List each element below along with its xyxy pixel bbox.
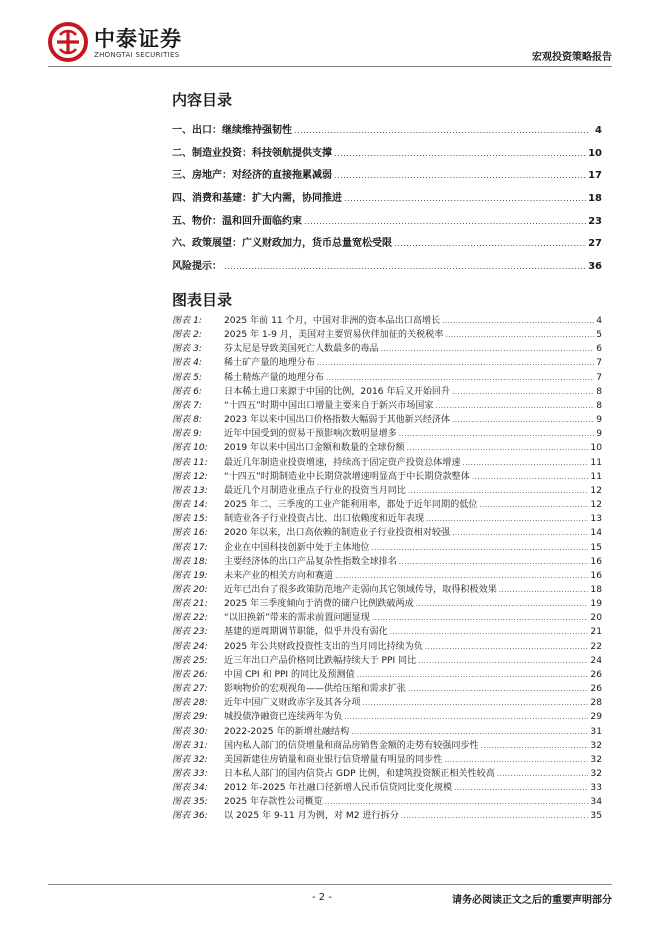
chart-entry-title: 企业在中国科技创新中处于主体地位	[224, 542, 370, 553]
chart-entry-title: 2022-2025 年的新增社融结构	[224, 726, 350, 737]
chart-entry-label: 图表 21:	[172, 599, 208, 610]
toc-entry-title: 二、制造业投资：科技领航提供支撑	[172, 147, 332, 159]
chart-entry-title: 近年中国广义财政赤字及其各分项	[224, 698, 361, 709]
chart-entry-label: 图表 7:	[172, 400, 202, 411]
chart-entry[interactable]	[172, 541, 602, 555]
chart-entry[interactable]	[172, 696, 602, 710]
chart-entry-page: 15	[590, 542, 602, 553]
report-type: 宏观投资策略报告	[532, 52, 612, 63]
chart-entry-label: 图表 13:	[172, 485, 208, 496]
toc-entry-title: 一、出口：继续维持强韧性	[172, 125, 292, 136]
toc-entry-page: 27	[588, 238, 602, 250]
chart-entry-page: 19	[590, 599, 602, 610]
chart-entry-page: 5	[596, 330, 602, 341]
toc-entry-page: 36	[588, 261, 602, 273]
chart-entry-label: 图表 20:	[172, 584, 208, 595]
chart-entry[interactable]	[172, 427, 602, 441]
chart-entry-title: 中国 CPI 和 PPI 的同比及预测值	[224, 669, 355, 680]
chart-entry-page: 10	[590, 443, 602, 454]
header-divider	[48, 66, 612, 67]
toc-entry-page: 17	[588, 170, 602, 182]
chart-entry[interactable]	[172, 456, 602, 470]
chart-entry-page: 33	[590, 783, 602, 794]
chart-entry-label: 图表 36:	[172, 811, 208, 822]
toc-entry-title: 三、房地产：对经济的直接拖累减弱	[172, 170, 332, 182]
dot-leader	[335, 569, 588, 583]
chart-entry-label: 图表 12:	[172, 471, 208, 482]
chart-entry-page: 26	[590, 684, 602, 695]
chart-entry[interactable]	[172, 725, 602, 739]
dot-leader	[452, 413, 594, 427]
chart-entry-title: 制造业各子行业投资占比、出口依赖度和近年表现	[224, 514, 425, 525]
dot-leader	[344, 194, 586, 203]
chart-entry[interactable]	[172, 625, 602, 639]
chart-entry-page: 7	[596, 358, 602, 369]
chart-entry[interactable]	[172, 498, 602, 512]
dot-leader	[444, 753, 588, 767]
toc-entry-title: 六、政策展望：广义财政加力，货币总量宽松受限	[172, 238, 392, 250]
chart-entry-title: 最近几年制造业投资增速，持续高于固定资产投资总体增速	[224, 457, 461, 468]
toc-entry-title: 风险提示：	[172, 261, 222, 273]
contents-list	[172, 121, 602, 280]
chart-entry-title: 未来产业的相关方向和赛道	[224, 570, 334, 581]
dot-leader	[362, 696, 588, 710]
dot-leader	[394, 239, 586, 248]
chart-entry[interactable]	[172, 413, 602, 427]
chart-entry-label: 图表 24:	[172, 641, 208, 652]
chart-entry[interactable]	[172, 371, 602, 385]
chart-entry-label: 图表 16:	[172, 528, 208, 539]
chart-entry-label: 图表 32:	[172, 754, 208, 765]
chart-entry[interactable]	[172, 654, 602, 668]
chart-entry[interactable]	[172, 356, 602, 370]
chart-entry-page: 20	[590, 613, 602, 624]
chart-entry-label: 图表 8:	[172, 415, 202, 426]
dot-leader	[452, 526, 588, 540]
chart-entry-page: 26	[590, 669, 602, 680]
chart-entry-title: 2020 年以来，出口高依赖的制造业子行业投资相对较强	[224, 528, 451, 539]
dot-leader	[372, 611, 589, 625]
chart-entry-label: 图表 34:	[172, 783, 208, 794]
chart-entry[interactable]	[172, 809, 602, 823]
chart-entry-page: 32	[590, 740, 602, 751]
dot-leader	[304, 217, 586, 226]
chart-entry-label: 图表 15:	[172, 514, 208, 525]
chart-entry[interactable]	[172, 583, 602, 597]
toc-entry[interactable]	[172, 144, 602, 167]
chart-entry[interactable]	[172, 710, 602, 724]
dot-leader	[408, 682, 589, 696]
chart-entry[interactable]	[172, 767, 602, 781]
chart-entry-title: “以旧换新”带来的需求前置问题显现	[224, 613, 370, 624]
chart-entry[interactable]	[172, 640, 602, 654]
dot-leader	[381, 342, 595, 356]
toc-entry-title: 五、物价：温和回升面临约束	[172, 215, 302, 227]
chart-entry-label: 图表 22:	[172, 613, 208, 624]
dot-leader	[407, 441, 589, 455]
dot-leader	[399, 555, 589, 569]
chart-entry-label: 图表 11:	[172, 457, 208, 468]
chart-entry-page: 18	[590, 584, 602, 595]
chart-entry-page: 35	[590, 811, 602, 822]
dot-leader	[436, 399, 595, 413]
chart-entry-page: 22	[590, 641, 602, 652]
chart-entry[interactable]	[172, 314, 602, 328]
chart-entry-title: 国内私人部门的信贷增量和商品房销售金额的走势有较强同步性	[224, 740, 479, 751]
dot-leader	[334, 149, 586, 158]
chart-entry-page: 29	[590, 712, 602, 723]
chart-entry[interactable]	[172, 342, 602, 356]
dot-leader	[418, 654, 588, 668]
dot-leader	[426, 512, 588, 526]
chart-entry-title: 2025 年二、三季度的工业产能利用率，都处于近年同期的低位	[224, 500, 478, 511]
chart-entry-title: 城投债净融资已连续两年为负	[224, 712, 343, 723]
dot-leader	[425, 640, 589, 654]
company-logo	[48, 22, 248, 68]
chart-entry-label: 图表 3:	[172, 344, 202, 355]
chart-entry-title: 主要经济体的出口产品复杂性指数全球排名	[224, 556, 397, 567]
chart-entry-label: 图表 19:	[172, 570, 208, 581]
toc-entry-title: 四、消费和基建：扩大内需，协同推进	[172, 193, 342, 205]
chart-entry-title: 近年中国受到的贸易干预影响次数明显增多	[224, 429, 397, 440]
chart-entry-title: 2012 年-2025 年社融口径新增人民币信贷同比变化规模	[224, 783, 453, 794]
logo-en-text: ZHONGTAI SECURITIES	[94, 51, 180, 59]
dot-leader	[325, 795, 589, 809]
chart-entry-page: 12	[590, 485, 602, 496]
dot-leader	[401, 809, 589, 823]
chart-entry-title: 2023 年以来中国出口价格指数大幅弱于其他新兴经济体	[224, 415, 451, 426]
chart-entry-title: 芬太尼是导致美国死亡人数最多的毒品	[224, 344, 379, 355]
chart-entry-title: 稀土矿产量的地理分布	[224, 358, 315, 369]
chart-entry[interactable]	[172, 753, 602, 767]
chart-entry-page: 16	[590, 570, 602, 581]
dot-leader	[399, 427, 594, 441]
chart-entry-label: 图表 27:	[172, 684, 208, 695]
dot-leader	[344, 710, 588, 724]
chart-entry-page: 28	[590, 698, 602, 709]
logo-cn-text: 中泰证券	[94, 27, 182, 51]
chart-entry-label: 图表 9:	[172, 429, 202, 440]
dot-leader	[408, 484, 589, 498]
chart-entry-page: 32	[590, 769, 602, 779]
dot-leader	[224, 262, 586, 271]
page-number: - 2 -	[312, 892, 332, 903]
dot-leader	[416, 597, 589, 611]
chart-entry-title: 稀土精炼产量的地理分布	[224, 372, 325, 383]
chart-entry[interactable]	[172, 470, 602, 484]
dot-leader	[334, 171, 586, 180]
chart-entry-page: 34	[590, 797, 602, 808]
chart-entry-title: 日本稀土进口来源于中国的比例，2016 年后又开始回升	[224, 386, 451, 397]
chart-entry[interactable]	[172, 569, 602, 583]
chart-entry-label: 图表 30:	[172, 726, 208, 737]
chart-entry-page: 32	[590, 754, 602, 765]
chart-entry[interactable]	[172, 739, 602, 753]
dot-leader	[481, 739, 589, 753]
chart-entry-title: 以 2025 年 9-11 月为例，对 M2 进行拆分	[224, 811, 399, 822]
chart-entry[interactable]	[172, 611, 602, 625]
chart-entry-label: 图表 23:	[172, 627, 208, 638]
chart-entry[interactable]	[172, 484, 602, 498]
chart-entry-label: 图表 10:	[172, 443, 208, 454]
footer-disclaimer: 请务必阅读正文之后的重要声明部分	[452, 895, 612, 906]
chart-entry-label: 图表 2:	[172, 330, 202, 341]
chart-entry[interactable]	[172, 512, 602, 526]
chart-entry-label: 图表 35:	[172, 797, 208, 808]
toc-entry[interactable]	[172, 212, 602, 235]
chart-entry-page: 4	[596, 316, 602, 326]
chart-entry[interactable]	[172, 668, 602, 682]
chart-entry-page: 11	[590, 471, 602, 482]
chart-entry-page: 8	[596, 386, 602, 397]
dot-leader	[390, 625, 589, 639]
footer-divider	[48, 884, 612, 885]
chart-entry[interactable]	[172, 795, 602, 809]
toc-entry-page: 4	[595, 125, 602, 136]
chart-entry-title: “十四五”时期制造业中长期贷款增速明显高于中长期贷款整体	[224, 471, 470, 482]
dot-leader	[372, 541, 589, 555]
chart-entry-label: 图表 26:	[172, 669, 208, 680]
chart-entry-label: 图表 18:	[172, 556, 208, 567]
chart-entry[interactable]	[172, 399, 602, 413]
chart-entry-title: 2025 年公共财政投资性支出的当月同比持续为负	[224, 641, 423, 652]
chart-entry-page: 14	[590, 528, 602, 539]
toc-entry[interactable]	[172, 189, 602, 212]
chart-entry-title: 近年已出台了很多政策防范地产走弱向其它领域传导，取得积极效果	[224, 584, 497, 595]
chart-entry-page: 16	[590, 556, 602, 567]
chart-entry-label: 图表 28:	[172, 698, 208, 709]
chart-entry[interactable]	[172, 526, 602, 540]
chart-entry[interactable]	[172, 385, 602, 399]
zhongtai-logo-icon	[48, 22, 88, 62]
chart-entry-page: 8	[596, 400, 602, 411]
chart-entry[interactable]	[172, 328, 602, 342]
chart-entry-page: 9	[596, 415, 602, 426]
chart-entry[interactable]	[172, 781, 602, 795]
contents-title: 内容目录	[172, 91, 233, 109]
dot-leader	[445, 328, 594, 342]
chart-entry-label: 图表 33:	[172, 769, 208, 779]
chart-entry-label: 图表 25:	[172, 655, 208, 666]
chart-entry[interactable]	[172, 555, 602, 569]
chart-entry-page: 9	[596, 429, 602, 440]
chart-entry-label: 图表 29:	[172, 712, 208, 723]
chart-entry-title: 2025 年存款性公司概览	[224, 797, 323, 808]
chart-entry-label: 图表 4:	[172, 358, 202, 369]
page-header	[0, 0, 662, 80]
chart-entry-page: 12	[590, 500, 602, 511]
chart-entry-title: 2025 年三季度倾向于消费的储户比例跌破两成	[224, 599, 414, 610]
chart-entry[interactable]	[172, 441, 602, 455]
charts-title: 图表目录	[172, 291, 233, 309]
toc-entry[interactable]	[172, 234, 602, 257]
toc-entry-page: 23	[588, 215, 602, 227]
dot-leader	[479, 498, 588, 512]
chart-entry-page: 11	[590, 457, 602, 468]
chart-entry-page: 24	[590, 655, 602, 666]
chart-entry-title: 近三年出口产品价格同比跌幅持续大于 PPI 同比	[224, 655, 417, 666]
chart-entry-title: “十四五”时期中国出口增量主要来自于新兴市场国家	[224, 400, 434, 411]
chart-entry-page: 13	[590, 514, 602, 525]
chart-entry-title: 美国新建住房销量和商业银行信贷增量有明显的同步性	[224, 754, 443, 765]
chart-entry-title: 日本私人部门的国内信贷占 GDP 比例，和建筑投资额正相关性较高	[224, 769, 495, 779]
chart-entry-title: 基建的逆周期调节职能，似乎并没有弱化	[224, 627, 388, 638]
chart-entry-label: 图表 1:	[172, 316, 202, 326]
chart-entry-title: 2019 年以来中国出口金额和数量的全球份额	[224, 443, 405, 454]
chart-entry-page: 21	[590, 627, 602, 638]
dot-leader	[326, 371, 594, 385]
chart-entry[interactable]	[172, 597, 602, 611]
dot-leader	[351, 725, 588, 739]
chart-entry-label: 图表 6:	[172, 386, 202, 397]
toc-entry[interactable]	[172, 166, 602, 189]
chart-entry-page: 31	[590, 726, 602, 737]
chart-entry-title: 2025 年前 11 个月，中国对非洲的资本品出口高增长	[224, 316, 441, 326]
charts-list	[172, 314, 602, 824]
dot-leader	[497, 767, 589, 781]
dot-leader	[442, 314, 594, 328]
dot-leader	[357, 668, 589, 682]
chart-entry[interactable]	[172, 682, 602, 696]
toc-entry-page: 18	[588, 193, 602, 205]
dot-leader	[472, 470, 589, 484]
toc-entry[interactable]	[172, 121, 602, 144]
chart-entry-label: 图表 17:	[172, 542, 208, 553]
chart-entry-page: 7	[596, 372, 602, 383]
dot-leader	[317, 356, 594, 370]
chart-entry-title: 最近几个月制造业重点子行业的投资当月同比	[224, 485, 406, 496]
chart-entry-title: 2025 年 1-9 月，美国对主要贸易伙伴加征的关税税率	[224, 330, 444, 341]
chart-entry-label: 图表 31:	[172, 740, 208, 751]
dot-leader	[452, 385, 594, 399]
dot-leader	[462, 456, 588, 470]
toc-entry-page: 10	[588, 147, 602, 159]
dot-leader	[499, 583, 589, 597]
toc-entry[interactable]	[172, 257, 602, 280]
chart-entry-label: 图表 5:	[172, 372, 202, 383]
dot-leader	[294, 126, 590, 135]
chart-entry-label: 图表 14:	[172, 500, 208, 511]
chart-entry-page: 6	[596, 344, 602, 355]
chart-entry-title: 影响物价的宏观视角——供给压缩和需求扩张	[224, 684, 406, 695]
dot-leader	[454, 781, 588, 795]
